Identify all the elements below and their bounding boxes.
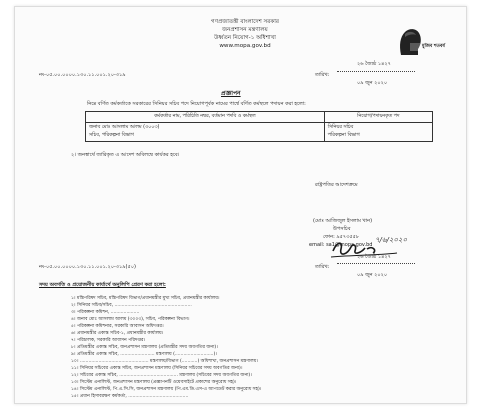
copy-number: নং-০৫.০০.০০০০.১৩০.১১.০০১.২০-৩১৯(৫০): [39, 264, 136, 270]
signer-designation: উপসচিব: [333, 226, 351, 232]
logo-text: মুজিব শতবর্ষ: [422, 44, 445, 49]
list-item: ৫। পরিকল্পনা কমিশনার, সরকারি আবাসন অধিদপ্তর।: [71, 324, 164, 329]
document-page: [14, 6, 467, 404]
notice-title: প্রজ্ঞাপন: [221, 90, 241, 97]
copy-date-english: ০৯ জুন ২০২০: [357, 272, 388, 278]
ministry-name: জনপ্রশাসন মন্ত্রণালয়: [222, 27, 268, 33]
date-bangla: ২৬ জ্যৈষ্ঠ ১৪২৭: [357, 61, 391, 67]
table-header-post: নিয়োগ/পদায়নকৃত পদ: [324, 112, 432, 123]
list-item: ১২। সচিবের একান্ত সচিব, ......................................... মন্ত্রণালয় (সচিবের সদয় অবগতির জন্য)।: [71, 373, 252, 378]
memo-number: নং-০৫.০০.০০০০.১৩০.১১.০০১.২০-৩১৯: [39, 72, 126, 78]
list-item: ৭। পরিচালক, সরকারি আবাসন পরিদপ্তর।: [71, 338, 146, 343]
list-item: ১১। সিনিয়র সচিবের একান্ত সচিব, জনপ্রশাসন মন্ত্রণালয় (সিনিয়র সচিবের সদয় অবগতির জন্য)।: [71, 366, 243, 371]
website[interactable]: www.mopa.gov.bd: [219, 43, 271, 49]
list-item: ৬। প্রধানমন্ত্রীর একান্ত সচিব-১, প্রধানমন্ত্রীর কার্যালয়।: [71, 331, 164, 336]
date-english: ০৯ জুন ২০২০: [357, 80, 388, 86]
list-item: ১। মন্ত্রিপরিষদ সচিব, মন্ত্রিপরিষদ বিভাগ/প্রধানমন্ত্রীর মুখ্য সচিব, প্রধানমন্ত্রীর কার্যালয়।: [71, 296, 220, 301]
list-item: ৪। জনাব মোঃ আসলাম আলম (৩০০৩), সচিব, পরিকল্পনা বিভাগ।: [71, 317, 190, 322]
list-item: ১৩। সিস্টেম এনালিস্ট, জনপ্রশাসন মন্ত্রণালয় (প্রজ্ঞাপনটি ওয়েবসাইটে প্রকাশের অনুরোধ সহ)।: [71, 380, 237, 385]
officer-current: সচিব, পরিকল্পনা বিভাগ: [89, 133, 134, 138]
list-item: ৯। প্রতিমন্ত্রীর একান্ত সচিব, ........................ মন্ত্রণালয় (...........................)।: [71, 352, 217, 357]
notice-para-2: ২। জনস্বার্থে জারিকৃত এ আদেশ অবিলম্বে কার্যকর হবে।: [71, 152, 180, 158]
list-item: ৩। পরিকল্পনা কমিশন, ....................: [71, 310, 140, 315]
copy-heading: সদয় অবগতি ও প্রয়োজনীয় কার্যার্থে অনুলিপি প্রেরণ করা হলো:: [39, 282, 166, 288]
govt-name: গণপ্রজাতন্ত্রী বাংলাদেশ সরকার: [211, 19, 279, 25]
copy-date-label: তারিখ:: [315, 264, 330, 270]
posting-table: [85, 111, 433, 142]
authority: রাষ্ট্রপতির আদেশক্রমে: [315, 182, 358, 188]
signature-date: ৭/৬/২০২০: [375, 236, 408, 244]
list-item: ১০। ................................................ মন্ত্রণালয়/বিভাগ (...........) অধিশাখা, জনপ্রশাসন মন্ত্রণালয়।: [71, 359, 258, 364]
new-post: সিনিয়র সচিব: [327, 125, 354, 130]
table-header-officer: কর্মকর্তার নাম, পরিচিতি নম্বর, বর্তমান পদবি ও কর্মস্থল: [86, 112, 325, 123]
signer-email[interactable]: email: sa1@mopa.gov.bd: [309, 242, 373, 248]
officer-name: জনাব মোঃ আসলাম আলম (৩০০৩): [89, 125, 160, 130]
date-label: তারিখ:: [315, 72, 330, 78]
list-item: ২। সিনিয়র সচিব/সচিব, ......................................................: [71, 303, 192, 308]
copy-date-bangla: ২৬ জ্যৈষ্ঠ ১৪২৭: [357, 254, 391, 260]
new-posting: পরিকল্পনা বিভাগ: [327, 133, 360, 138]
list-item: ১৫। প্রধান হিসাবরক্ষণ কর্মকর্তা, ..........................................: [71, 394, 189, 399]
list-item: ৮। প্রতিমন্ত্রীর একান্ত সচিব, জনপ্রশাসন মন্ত্রণালয় (প্রতিমন্ত্রীর সদয় অবগতির জন্য)।: [71, 345, 218, 350]
mujib-year-logo: [391, 23, 451, 57]
list-item: ১৪। সিস্টেম এনালিস্ট, পি.এ.সি.সি, জনপ্রশাসন মন্ত্রণালয় (পি.এম.ডি.এস-এ আপডেট করার অনুরোধ সহ)।: [71, 387, 262, 392]
signer-phone: ফোন: ৯৫৭৩৫৫৮: [323, 234, 360, 240]
table-row: [86, 123, 433, 142]
section-name: উর্ধ্বতন নিয়োগ-১ অধিশাখা: [214, 35, 276, 41]
notice-intro: নিম্নে বর্ণিত কর্মকর্তাকে সরকারের সিনিয়র সচিব পদে নিয়োগপূর্বক নামের পার্শ্বে বর্ণিত কর্মস্থলে পদায়ন করা হলো:: [87, 101, 306, 107]
signer-name: (মোঃ আজিজুল ইসলাম খান): [313, 218, 373, 224]
